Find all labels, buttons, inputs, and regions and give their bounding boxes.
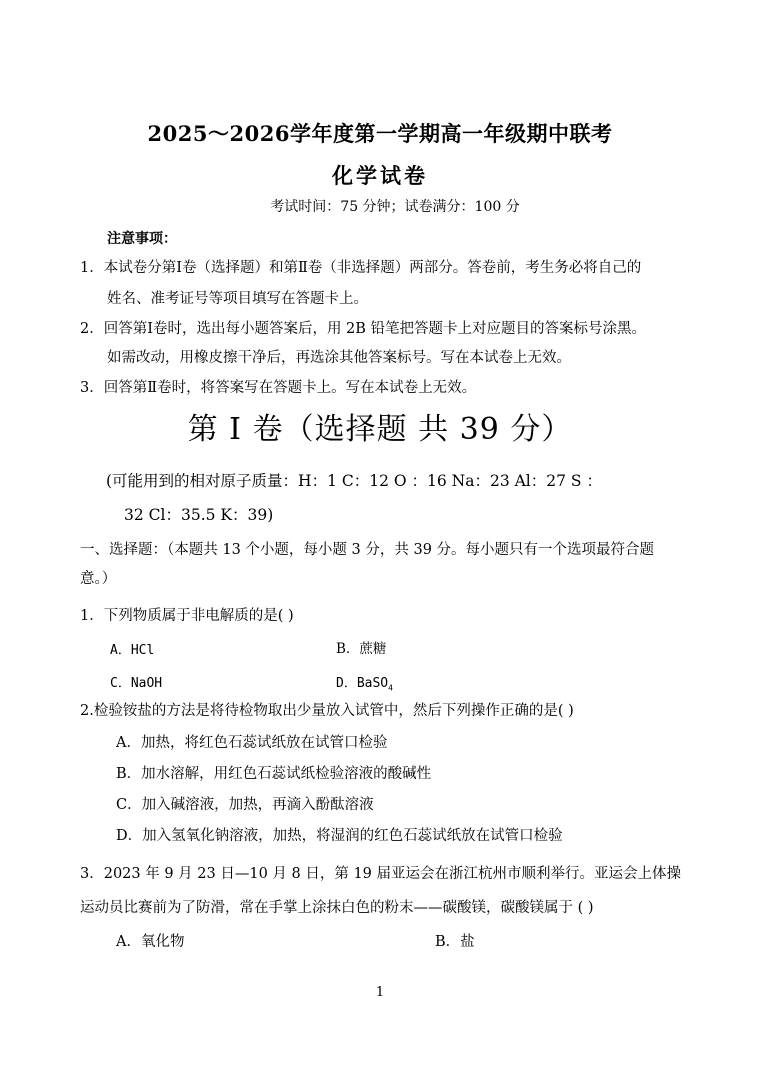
question-2-option-d: D．加入氢氧化钠溶液，加热，将湿润的红色石蕊试纸放在试管口检验: [116, 828, 563, 844]
question-1-stem: 1．下列物质属于非电解质的是( ): [80, 608, 294, 624]
question-2-option-b: B．加水溶解，用红色石蕊试纸检验溶液的酸碱性: [116, 766, 432, 782]
question-3-stem-line1: 3．2023 年 9 月 23 日—10 月 8 日，第 19 届亚运会在浙江杭州市顺利举行。亚运会上体操: [80, 866, 682, 882]
atomic-mass-line2: 32 Cl：35.5 K：39): [124, 506, 274, 524]
question-1-option-c: C．NaOH: [110, 676, 163, 691]
notice-item-2-line1: 2．回答第Ⅰ卷时，选出每小题答案后，用 2B 铅笔把答题卡上对应题目的答案标号涂黑。: [80, 321, 647, 337]
question-3-stem-line2: 运动员比赛前为了防滑，常在手掌上涂抹白色的粉末——碳酸镁，碳酸镁属于 ( ): [80, 900, 594, 916]
question-3-option-b: B．盐: [435, 934, 475, 950]
question-3-option-a: A．氧化物: [116, 934, 185, 950]
question-1-option-d-subscript: 4: [388, 683, 393, 693]
question-2-option-a: A．加热，将红色石蕊试纸放在试管口检验: [116, 735, 388, 751]
notice-item-1-line1: 1．本试卷分第Ⅰ卷（选择题）和第Ⅱ卷（非选择题）两部分。答卷前，考生务必将自己的: [80, 260, 642, 276]
question-2-option-c: C．加入碱溶液，加热，再滴入酚酞溶液: [116, 797, 374, 813]
question-1-option-a: A．HCl: [110, 643, 155, 658]
notice-item-2-line2: 如需改动，用橡皮擦干净后，再选涂其他答案标号。写在本试卷上无效。: [107, 350, 571, 366]
notice-item-3-line1: 3．回答第Ⅱ卷时，将答案写在答题卡上。写在本试卷上无效。: [80, 380, 477, 396]
exam-title: 2025～2026学年度第一学期高一年级期中联考: [147, 121, 613, 146]
section-1-instruction-line2: 意。）: [80, 571, 117, 587]
question-2-stem: 2.检验铵盐的方法是将待检物取出少量放入试管中，然后下列操作正确的是( ): [80, 703, 574, 719]
section-1-instruction-line1: 一、选择题：（本题共 13 个小题，每小题 3 分，共 39 分。每小题只有一个选项最符合题: [80, 542, 655, 558]
subject-title: 化学试卷: [332, 163, 428, 188]
question-1-option-b: B．蔗糖: [336, 641, 387, 657]
question-1-option-d-text: D．BaSO: [336, 676, 389, 691]
atomic-mass-line1: (可能用到的相对原子质量：H：1 C：12 O ：16 Na：23 Al：27 S ：: [106, 472, 602, 490]
notice-item-1-line2: 姓名、准考证号等项目填写在答题卡上。: [107, 291, 368, 307]
section-1-title: 第 I 卷（选择题 共 39 分）: [187, 412, 573, 447]
question-1-option-d: [336, 672, 393, 693]
exam-info: 考试时间：75 分钟；试卷满分：100 分: [270, 199, 520, 215]
page-number: 1: [375, 985, 385, 1000]
notice-title: 注意事项：: [107, 231, 177, 247]
